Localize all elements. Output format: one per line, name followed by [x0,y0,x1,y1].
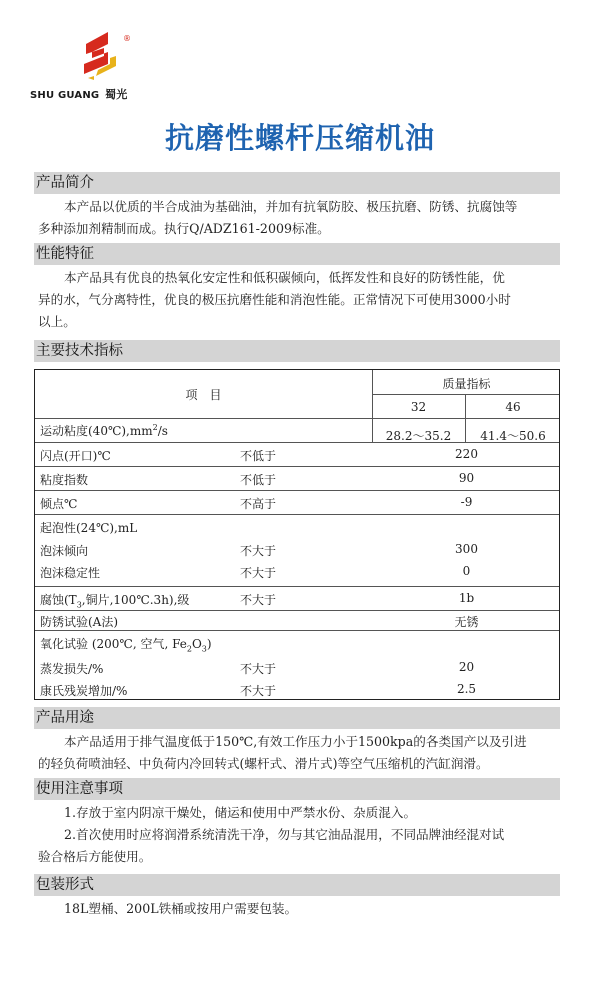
spec-table [34,369,560,700]
table-row-viscosity-name: 运动粘度$(40℃),mm^2/s$ [40,423,168,438]
table-row-foam-name: 起泡性(24℃),mL [40,521,138,535]
table-row-vi-value: 90 [458,471,475,485]
usage-line-2: 的轻负荷喷油轻、中负荷内冷回转式(螺杆式、滑片式)等空气压缩机的汽缸润滑。 [38,756,489,771]
table-row-corrosion-value: 1b [458,591,475,605]
table-row-carbon-name: 康氏残炭增加/% [40,684,128,698]
page-title: 抗磨性螺杆压缩机油 [164,121,435,155]
table-row-corrosion-cond: 不大于 [240,593,277,607]
table-header-item: 项 目 [185,388,222,402]
table-row-foam-tendency-cond: 不大于 [240,544,277,558]
table-row-oxidation-name: 氧化试验 (200℃, 空气, $Fe_2O_3$) [40,637,212,654]
shuguang-s-logo-icon [78,30,122,82]
table-row-evap-value: 20 [458,660,475,674]
table-row-rust-name: 防锈试验(A法) [40,615,119,629]
packaging-line-1: 18L塑桶、200L铁桶或按用户需要包装。 [64,901,298,916]
table-header-quality: 质量指标 [442,377,491,391]
intro-line-1: 本产品以优质的半合成油为基础油，并加有抗氧防胶、极压抗磨、防锈、抗腐蚀等 [64,199,518,214]
section-heading-packaging: 包装形式 [34,874,560,896]
table-row-vi-cond: 不低于 [240,473,277,487]
table-header-grade-32: 32 [410,400,427,414]
notes-paragraph [38,802,560,868]
table-row-flash-name: 闪点(开口)℃ [40,449,111,463]
notes-line-1: 1.存放于室内阴凉干燥处，储运和使用中严禁水份、杂质混入。 [64,805,417,820]
table-row-foam-stability-value: 0 [462,564,471,578]
section-heading-intro: 产品简介 [34,172,560,194]
table-row-foam-tendency-value: 300 [455,542,478,556]
section-heading-specs: 主要技术指标 [34,340,560,362]
table-row-carbon-value: 2.5 [456,682,477,696]
section-heading-notes: 使用注意事项 [34,778,560,800]
brand-name [30,86,127,102]
usage-line-1: 本产品适用于排气温度低于150℃,有效工作压力小于1500kpa的各类国产以及引进 [64,734,527,749]
section-heading-features: 性能特征 [34,243,560,265]
table-row-viscosity-46: 41.4～50.6 [480,429,546,443]
brand-name-cn: 蜀光 [105,88,128,101]
table-row-vi-name: 粘度指数 [40,473,89,487]
table-row-pour-name: 倾点℃ [40,497,78,511]
notes-line-2: 2.首次使用时应将润滑系统清洗干净，勿与其它油品混用，不同品牌油经混对试 [64,827,505,842]
section-heading-usage: 产品用途 [34,707,560,729]
features-paragraph [38,267,560,333]
table-row-carbon-cond: 不大于 [240,684,277,698]
table-row-pour-cond: 不高于 [240,497,277,511]
table-header-grade-46: 46 [505,400,521,414]
usage-paragraph [38,731,560,775]
packaging-paragraph [38,898,560,920]
intro-paragraph [38,196,560,240]
table-row-pour-value: -9 [460,495,473,509]
table-row-evap-cond: 不大于 [240,662,277,676]
brand-name-en: SHU GUANG [30,90,100,101]
table-row-rust-value: 无锈 [454,615,479,629]
features-line-3: 以上。 [38,314,76,329]
notes-line-3: 验合格后方能使用。 [38,849,152,864]
table-row-foam-tendency-name: 泡沫倾向 [40,544,89,558]
brand-logo [30,30,140,100]
table-row-foam-stability-name: 泡沫稳定性 [40,566,101,580]
features-line-1: 本产品具有优良的热氧化安定性和低积碳倾向，低挥发性和良好的防锈性能，优 [64,270,505,285]
table-row-viscosity-32: 28.2～35.2 [385,429,452,443]
intro-line-2: 多种添加剂精制而成。执行Q/ADZ161-2009标准。 [38,221,330,236]
features-line-2: 异的水，气分离特性，优良的极压抗磨性能和消泡性能。正常情况下可使用3000小时 [38,292,511,307]
table-row-evap-name: 蒸发损失/% [40,662,104,676]
table-row-flash-cond: 不低于 [240,449,277,463]
registered-mark: ® [123,34,131,43]
table-row-flash-value: 220 [455,447,478,461]
table-row-foam-stability-cond: 不大于 [240,566,277,580]
table-row-corrosion-name: 腐蚀($T_3$,铜片,100℃.3h),级 [40,593,190,610]
